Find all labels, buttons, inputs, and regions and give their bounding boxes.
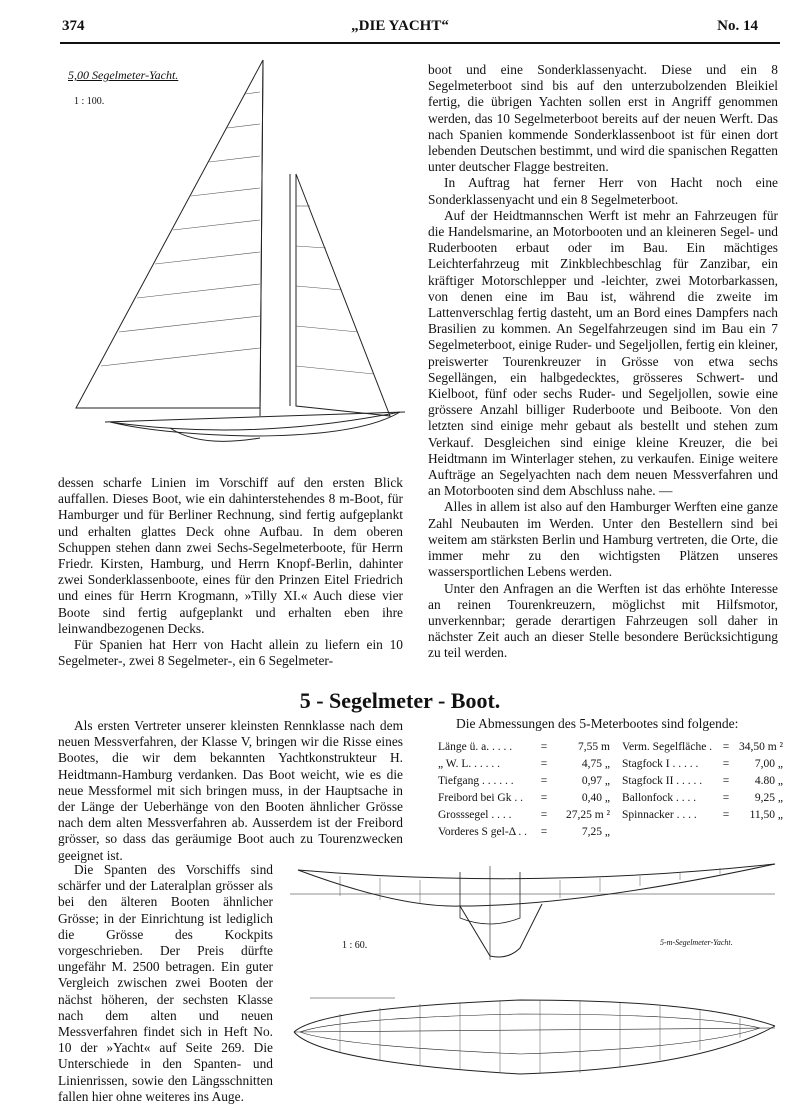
table-row: Stagfock II . . . . . = 4.80 „ [622,774,783,787]
dimensions-table-right [620,738,785,823]
table-row: Tiefgang . . . . . . = 0,97 „ [438,774,610,787]
issue-number: No. 14 [717,18,758,34]
lines-plan-figure [280,848,785,1103]
paragraph: dessen scharfe Linien im Vorschiff auf den ersten Blick auffallen. Dieses Boot, wie ein dahinterstehendes 8 m-Boot, für Hamburger und für Berliner Rechnung, sind fertig aufgeplankt und erhalten glattes Deck ohne Aufbau. In dem oberen Schuppen stehen dann zwei Sechs-Segelmeterboote, für Herrn Friedr. Kirsten, Hamburg, und Herrn Knopf-Berlin, dahinter zwei Sonderklassenboote, eines für den Prinzen Eitel Friedrich und eines für Herrn Krogmann, »Tilly XI.« Auch diese vier Boote sind fertig aufgeplankt und erhalten eben ihre leinwandbezogenen Decks. [58,475,403,636]
sail-plan-drawing [60,56,410,468]
table-row: Spinnacker . . . . = 11,50 „ [622,808,783,821]
lines-plan-drawing [280,848,785,1103]
header-rule [60,42,780,44]
paragraph: Alles in allem ist also auf den Hamburger Werften eine ganze Zahl Neubauten im Werden. Unter den Bestellern sind bei weitem am stärksten Berlin und Hamburg vertreten, die Orte, die immer mehr zu den wichtigsten Plätzen unseres wassersportlichen Lebens werden. [428,499,778,580]
lines-plan-caption: 5-m-Segelmeter-Yacht. [660,938,733,947]
dimensions-table-left [436,738,612,840]
lines-plan-scale: 1 : 60. [342,940,368,951]
table-row: Grosssegel . . . . = 27,25 m ² [438,808,610,821]
section-body-wide [58,718,403,864]
paragraph: Auf der Heidtmannschen Werft ist mehr an Fahrzeugen für die Handelsmarine, an Motorbooten und an kleineren Segel- und Ruderbooten erbaut oder im Bau. Ein mächtiges Leichterfahrzeug mit Zinkblechbeschlag für Zanzibar, ein kräftiger Motorschlepper und -leichter, zwei Motorbarkassen, von denen eine im Bau ist, während die zweite im Lattenverschlag fertig dasteht, um an Bord eines Dampfers nach Brasilien zu kommen. An Segelfahrzeugen sind im Bau ein 7 Segelmeterboot, einige Ruder- und Segeljollen, fertig ein kleiner, preiswerter Tourenkreuzer in Grösse von etwa sechs Segellängen, ein halbgedecktes, grösseres Schwert- und Kielboot, fünf oder sechs Ruder- und Segeljollen, sowie eine grössere Anzahl billiger Ruderboote und Beiboote. Von den letzten sind einige mehr gebaut als bestellt und stehen zum Verkauf. Desgleichen sind einige kleine Kreuzer, die bei Heidtmann im Winterlager stehen, zu verkaufen. Einige weitere Aufträge an Segelyachten nach dem neuen Messverfahren und an Motorbooten sind dem Abschluss nahe. — [428,207,778,499]
sail-seams [101,92,374,374]
table-row: Vorderes S gel-Δ . . = 7,25 „ [438,825,610,838]
table-row: Stagfock I . . . . . = 7,00 „ [622,757,783,770]
paragraph: Für Spanien hat Herr von Hacht allein zu liefern ein 10 Segelmeter-, zwei 8 Segelmeter-, ein 6 Segelmeter- [58,637,403,669]
sail-plan-caption: 5,00 Segelmeter-Yacht. [68,68,179,82]
sail-plan-figure [60,56,410,468]
section-body-narrow [58,862,273,1105]
dimensions-heading: Die Abmessungen des 5-Meterbootes sind folgende: [456,716,739,731]
sail-plan-scale: 1 : 100. [74,96,105,107]
right-column-text [428,62,778,662]
paragraph: Die Spanten des Vorschiffs sind schärfer und der Lateralplan grösser als bei den älteren Booten ähnlicher Grösse; in der Einrichtung ist lediglich die Grösse des Kockpits vorgeschrieben. Der Preis dürfte ungefähr M. 2500 betragen. Ein guter Vergleich zwischen zwei Booten der nächst höheren, der sechsten Klasse nach dem alten und neuen Messverfahren findet sich in Heft No. 10 der »Yacht« auf Seite 269. Die Unterschiede in den Spanten- und Linienrissen, sowie den Längsschnitten fallen hier ohne weiteres ins Auge. [58,862,273,1104]
paragraph: In Auftrag hat ferner Herr von Hacht noch eine Sonderklassenyacht und ein 8 Segelmeterboot. [428,175,778,207]
section-title: 5 - Segelmeter - Boot. [299,688,501,713]
journal-title: „DIE YACHT“ [351,18,449,34]
paragraph: Unter den Anfragen an die Werften ist das erhöhte Interesse an reinen Tourenkreuzern, möglichst mit Hilfsmotor, unverkennbar; gerade derartigen Fahrzeugen soll daher in nächster Zeit auch an dieser Stelle besondere Berücksichtigung zu teil werden. [428,580,778,661]
table-row: Verm. Segelfläche . = 34,50 m ² [622,740,783,753]
table-row: Ballonfock . . . . = 9,25 „ [622,791,783,804]
table-row: Länge ü. a. . . . . = 7,55 m [438,740,610,753]
left-column-text [58,475,403,669]
table-row: „ W. L. . . . . . = 4,75 „ [438,757,610,770]
paragraph: boot und eine Sonderklassenyacht. Diese und ein 8 Segelmeterboot sind bis auf den unterzubolzenden Bleikiel fertig, die übrigen Yachten sollen erst in Angriff genommen werden, das 10 Segelmeterboot bereits auf der neuen Werft. Das nach Spanien kommende Sonderklassenboot ist für einen dort lebenden Deutschen bestimmt, und wird die spanischen Regatten unter deutscher Flagge bestreiten. [428,62,778,175]
page-number: 374 [62,18,85,34]
table-row: Freibord bei Gk . . = 0,40 „ [438,791,610,804]
paragraph: Als ersten Vertreter unserer kleinsten Rennklasse nach dem neuen Messverfahren, der Klasse V, bringen wir die Risse eines Bootes, die wir dem bekannten Yachtkonstrukteur H. Heidtmann-Hamburg verdanken. Das Boot weicht, wie es die neue Messformel mit sich bringen muss, in der Hauptsache in der Länge der Ueberhänge von den Booten ähnlicher Grösse nach dem alten Messverfahren ab. Ausserdem ist der Freibord grösser, so dass das geräumige Boot auch zu Tourenzwecken geeignet ist. [58,718,403,863]
